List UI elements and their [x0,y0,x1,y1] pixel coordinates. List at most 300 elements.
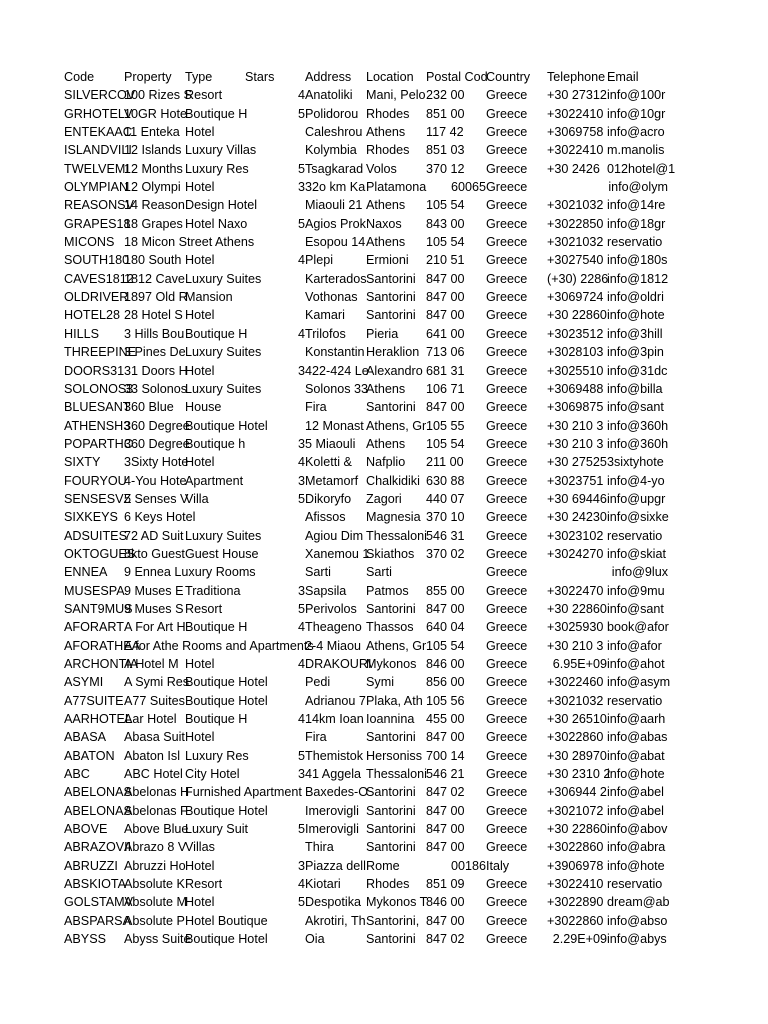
cell-telephone[interactable]: +3024270 [547,546,604,561]
cell-address[interactable]: 2-4 Miaou [305,638,362,653]
cell-code[interactable]: HOTEL28 [64,308,120,323]
cell-location[interactable]: Thessaloni [366,528,427,543]
cell-telephone[interactable]: +3027540 [547,253,604,268]
cell-country[interactable]: Greece [486,785,528,800]
cell-postal-code[interactable]: 370 10 [426,510,465,525]
cell-postal-code[interactable]: 210 51 [426,253,465,268]
cell-property[interactable]: Abelonas H [124,785,190,800]
cell-stars[interactable]: 4 [297,877,305,892]
cell-address[interactable]: Afissos [305,510,346,525]
cell-code[interactable]: ABSPARSA [64,913,131,928]
cell-telephone[interactable]: +30 22860 [547,822,607,837]
cell-code[interactable]: SOLONOS3 [64,381,134,396]
cell-code[interactable]: THREEPINE [64,345,137,360]
cell-postal-code[interactable]: 105 54 [426,436,465,451]
cell-telephone[interactable]: +3069758 [547,125,604,140]
cell-address[interactable]: Fira [305,730,327,745]
cell-type[interactable]: Boutique H [185,712,248,727]
cell-location[interactable]: Santorini [366,271,416,286]
cell-stars[interactable]: 4 [297,712,305,727]
cell-stars[interactable]: 3 [297,436,305,451]
cell-type[interactable]: Hotel [185,253,215,268]
cell-postal-code[interactable]: 370 12 [426,161,465,176]
cell-postal-code[interactable]: 847 00 [426,730,465,745]
cell-postal-code[interactable]: 851 09 [426,877,465,892]
cell-email[interactable]: info@31dc [607,363,668,378]
cell-property[interactable]: 180 South [124,253,182,268]
cell-type[interactable]: Resort [185,88,223,103]
cell-location[interactable]: Rhodes [366,143,410,158]
cell-postal-code[interactable]: 713 06 [426,345,465,360]
cell-code[interactable]: REASONSV [64,198,134,213]
cell-code[interactable]: OLDRIVER [64,290,129,305]
cell-property[interactable]: Abelonas F [124,803,188,818]
cell-type[interactable]: Villa [185,491,209,506]
cell-code[interactable]: BLUESANT [64,400,131,415]
cell-telephone[interactable]: +3025930 [547,620,604,635]
cell-postal-code[interactable]: 117 42 [426,125,464,140]
cell-email[interactable]: info@100r [607,88,666,103]
header-type[interactable]: Type [185,70,213,84]
cell-location[interactable]: Santorini [366,803,416,818]
cell-property[interactable]: 1812 Cave [124,271,185,286]
cell-email[interactable]: info@sant [607,601,664,616]
cell-property[interactable]: 9 Muses S [124,601,184,616]
cell-postal-code[interactable]: 847 00 [426,913,465,928]
cell-address[interactable]: Esopou 14 [305,235,366,250]
cell-country[interactable]: Italy [486,858,510,873]
cell-postal-code[interactable]: 00186 [450,858,486,873]
cell-postal-code[interactable]: 105 55 [426,418,465,433]
cell-property[interactable]: 10GR Hote [124,106,187,121]
cell-location[interactable]: Santorini [366,822,416,837]
cell-location[interactable]: Ermioni [366,253,409,268]
cell-address[interactable]: 32o km Ka [305,180,366,195]
cell-telephone[interactable]: +3023102 [547,528,604,543]
cell-telephone[interactable]: +3069488 [547,381,604,396]
cell-property[interactable]: Abrazo 8 V [124,840,187,855]
cell-postal-code[interactable]: 370 02 [426,546,465,561]
cell-property[interactable]: A Symi Res [124,675,190,690]
cell-address[interactable]: Trilofos [305,326,346,341]
cell-code[interactable]: SIXKEYS [64,510,118,525]
cell-email[interactable]: info@9mu [607,583,665,598]
cell-telephone[interactable]: +3025510 [547,363,604,378]
cell-code[interactable]: ENTEKAAC [64,125,132,140]
cell-postal-code[interactable]: 847 00 [426,840,465,855]
cell-address[interactable]: Imerovigli [305,803,359,818]
cell-country[interactable]: Greece [486,822,528,837]
cell-postal-code[interactable]: 440 07 [426,491,465,506]
cell-telephone[interactable]: +30 22860 [547,308,607,323]
cell-email[interactable]: info@oldri [607,290,664,305]
cell-email[interactable]: info@sixke [607,510,669,525]
cell-address[interactable]: DRAKOURI [305,657,372,671]
cell-address[interactable]: Sarti [305,565,331,580]
cell-country[interactable]: Greece [486,895,528,910]
cell-email[interactable]: reservatio [607,235,663,250]
cell-property[interactable]: 14 Reason [124,198,185,213]
cell-type[interactable]: Boutique Hotel [185,418,268,433]
cell-property[interactable]: 360 Degree [124,418,190,433]
cell-email[interactable]: info@acro [607,125,665,140]
cell-country[interactable]: Greece [486,877,528,892]
cell-location[interactable]: Santorini [366,932,416,947]
cell-type[interactable]: Guest House [185,546,259,561]
cell-code[interactable]: ABRUZZI [64,858,118,873]
cell-country[interactable]: Greece [486,528,528,543]
cell-stars[interactable]: 5 [297,601,305,616]
cell-location[interactable]: Athens, Gr [366,638,427,653]
cell-telephone[interactable]: +3021032 [547,198,604,213]
cell-location[interactable]: Platamona [366,180,427,195]
cell-address[interactable]: Solonos 33 [305,381,369,396]
cell-property[interactable]: 18 Micon Street Athens [124,235,255,250]
cell-country[interactable]: Greece [486,125,528,140]
cell-address[interactable]: Adrianou 7 [305,693,366,708]
cell-telephone[interactable]: +3022410 [547,106,604,121]
cell-location[interactable]: Rhodes [366,877,410,892]
cell-address[interactable]: Agiou Dim [305,528,364,543]
cell-address[interactable]: Themistok [305,748,364,763]
cell-country[interactable]: Greece [486,657,528,671]
cell-postal-code[interactable]: 847 00 [426,400,465,415]
cell-location[interactable]: Santorini [366,785,416,800]
cell-type[interactable]: Boutique H [185,620,248,635]
cell-telephone[interactable]: (+30) 2286 [547,271,609,286]
cell-telephone[interactable]: +30 22860 [547,601,607,616]
cell-postal-code[interactable]: 847 00 [426,308,465,323]
cell-location[interactable]: Athens [366,436,406,451]
cell-postal-code[interactable]: 847 00 [426,803,465,818]
cell-location[interactable]: Skiathos [366,546,415,561]
cell-property[interactable]: 6 Keys Hotel [124,510,196,525]
cell-address[interactable]: Polidorou [305,106,359,121]
cell-type[interactable]: Hotel [185,363,215,378]
cell-property[interactable]: 11 Enteka [124,125,180,140]
cell-country[interactable]: Greece [486,638,528,653]
cell-address[interactable]: Imerovigli [305,822,359,837]
cell-email[interactable]: info@sant [607,400,664,415]
cell-postal-code[interactable]: 546 21 [426,767,465,782]
cell-type[interactable]: Mansion [185,290,233,305]
cell-location[interactable]: Rhodes [366,106,410,121]
cell-code[interactable]: GRHOTELV [64,106,133,121]
cell-email[interactable]: info@hote [607,767,665,782]
cell-email[interactable]: info@abel [607,785,664,800]
cell-type[interactable]: Boutique Hotel [185,932,268,947]
cell-email[interactable]: info@upgr [607,491,666,506]
cell-type[interactable]: Boutique h [185,436,246,451]
cell-location[interactable]: Plaka, Ath [366,693,423,708]
cell-postal-code[interactable]: 843 00 [426,216,465,231]
cell-location[interactable]: Santorini, [366,913,420,928]
cell-code[interactable]: ADSUITES [64,528,127,543]
cell-type[interactable]: Apartment [185,473,244,488]
cell-code[interactable]: GRAPES18 [64,216,131,231]
header-code[interactable]: Code [64,70,95,84]
cell-telephone[interactable]: +30 2426 [547,161,600,176]
cell-postal-code[interactable]: 700 14 [426,748,465,763]
cell-type[interactable]: Hotel [185,308,215,323]
cell-type[interactable]: Hotel [185,895,215,910]
cell-code[interactable]: OKTOGUES [64,546,136,561]
cell-type[interactable]: City Hotel [185,767,240,782]
cell-email[interactable]: info@360h [607,436,669,451]
cell-type[interactable]: Furnished Apartment [185,785,302,800]
cell-address[interactable]: Kolymbia [305,143,357,158]
cell-email[interactable]: info@abov [607,822,668,837]
cell-address[interactable]: Despotika [305,895,362,910]
cell-address[interactable]: Thira [305,840,334,855]
cell-type[interactable]: Hotel [185,730,215,745]
cell-property[interactable]: Aar Hotel [124,712,177,727]
cell-location[interactable]: Santorini [366,601,416,616]
cell-postal-code[interactable]: 847 00 [426,601,465,616]
cell-telephone[interactable]: +3022860 [547,913,604,928]
cell-location[interactable]: Zagori [366,491,402,506]
cell-address[interactable]: Dikoryfo [305,491,352,506]
cell-type[interactable]: Traditiona [185,583,241,598]
cell-code[interactable]: OLYMPIAN [64,180,129,195]
cell-postal-code[interactable]: 211 00 [426,455,464,470]
cell-type[interactable]: Hotel [185,858,215,873]
cell-email[interactable]: m.manolis [607,143,665,158]
cell-email[interactable]: info@hote [607,308,665,323]
cell-telephone[interactable]: +3906978 [547,858,604,873]
cell-country[interactable]: Greece [486,932,528,947]
cell-country[interactable]: Greece [486,290,528,305]
cell-property[interactable]: Above Blue [124,822,189,837]
cell-property[interactable]: 1897 Old R [124,290,188,305]
cell-telephone[interactable]: +30 24230 [547,510,607,525]
cell-location[interactable]: Nafplio [366,455,406,470]
cell-postal-code[interactable]: 855 00 [426,583,465,598]
cell-property[interactable]: Abasa Suit [124,730,185,745]
cell-postal-code[interactable]: 846 00 [426,657,465,671]
cell-address[interactable]: Xanemou 1 [305,546,370,561]
cell-email[interactable]: info@9lux [611,565,668,580]
cell-country[interactable]: Greece [486,161,528,176]
cell-postal-code[interactable]: 856 00 [426,675,465,690]
cell-code[interactable]: GOLSTAMV [64,895,134,910]
cell-country[interactable]: Greece [486,143,528,158]
cell-postal-code[interactable]: 106 71 [426,381,465,396]
cell-telephone[interactable]: +3022860 [547,730,604,745]
cell-code[interactable]: HILLS [64,326,100,341]
cell-code[interactable]: MICONS [64,235,115,250]
cell-postal-code[interactable]: 846 00 [426,895,465,910]
cell-email[interactable]: info@hote [607,858,665,873]
cell-code[interactable]: ISLANDVILI [64,143,132,158]
cell-country[interactable]: Greece [486,180,528,195]
cell-country[interactable]: Greece [486,235,528,250]
cell-property[interactable]: ABC Hotel [124,767,183,782]
cell-stars[interactable]: 4 [297,657,305,671]
cell-location[interactable]: Athens [366,125,406,140]
cell-telephone[interactable]: +30 27525 [547,455,607,470]
cell-telephone[interactable]: +3022410 [547,143,604,158]
cell-type[interactable]: Resort [185,877,223,892]
cell-telephone[interactable]: +3028103 [547,345,604,360]
cell-stars[interactable]: 5 [297,748,305,763]
cell-postal-code[interactable]: 681 31 [426,363,465,378]
cell-country[interactable]: Greece [486,840,528,855]
cell-location[interactable]: Santorini [366,308,416,323]
cell-type[interactable]: Luxury Res [185,748,249,763]
cell-stars[interactable]: 4 [297,620,305,635]
cell-location[interactable]: Patmos [366,583,409,598]
header-telephone[interactable]: Telephone [547,70,606,84]
cell-type[interactable]: Hotel [185,455,215,470]
cell-code[interactable]: AFORART [64,620,124,635]
cell-postal-code[interactable]: 546 31 [426,528,465,543]
cell-address[interactable]: Caleshrou [305,125,363,140]
cell-email[interactable]: info@180s [607,253,668,268]
cell-type[interactable]: Luxury Suites [185,345,262,360]
cell-email[interactable]: info@10gr [607,106,666,121]
cell-telephone[interactable]: +3023512 [547,326,604,341]
cell-location[interactable]: Naxos [366,216,402,231]
cell-type[interactable]: Luxury Villas [185,143,257,158]
cell-postal-code[interactable]: 105 54 [426,638,465,653]
cell-telephone[interactable]: +30 2310 2 [547,767,611,782]
cell-country[interactable]: Greece [486,198,528,213]
cell-email[interactable]: info@14re [607,198,666,213]
cell-code[interactable]: ABELONAS [64,785,132,800]
cell-postal-code[interactable]: 105 54 [426,198,465,213]
cell-email[interactable]: reservatio [607,693,663,708]
cell-property[interactable]: A Hotel M [124,657,179,671]
cell-country[interactable]: Greece [486,436,528,451]
cell-postal-code[interactable]: 232 00 [426,88,465,103]
header-location[interactable]: Location [366,70,414,84]
cell-stars[interactable]: 5 [297,216,305,231]
cell-telephone[interactable]: +3022470 [547,583,604,598]
cell-location[interactable]: Alexandro [366,363,423,378]
cell-address[interactable]: Metamorf [305,473,359,488]
cell-telephone[interactable]: +3069875 [547,400,604,415]
cell-property[interactable]: Abyss Suite [124,932,191,947]
cell-type[interactable]: Boutique H [185,106,248,121]
cell-telephone[interactable]: +30 210 3 [547,436,604,451]
cell-telephone[interactable]: +30 28970 [547,748,607,763]
cell-code[interactable]: AARHOTEL [64,712,132,727]
cell-email[interactable]: reservatio [607,528,663,543]
cell-address[interactable]: 14km Ioan [305,712,364,727]
cell-postal-code[interactable]: 105 56 [426,693,465,708]
cell-location[interactable]: Athens [366,381,406,396]
cell-email[interactable]: 012hotel@1 [607,161,676,176]
cell-postal-code[interactable]: 641 00 [426,326,465,341]
cell-stars[interactable]: 5 [297,895,305,910]
cell-address[interactable]: Piazza dell [305,858,366,873]
cell-telephone[interactable]: 2.29E+09 [552,932,607,947]
cell-type[interactable]: Hotel [185,180,215,195]
cell-code[interactable]: TWELVEMI [64,161,129,176]
cell-property[interactable]: 4-You Hote [124,473,187,488]
cell-property[interactable]: 28 Hotel S [124,308,183,323]
cell-property[interactable]: 9 Ennea Luxury Rooms [124,565,256,580]
cell-code[interactable]: SILVERCOV [64,88,136,103]
cell-telephone[interactable]: +3069724 [547,290,604,305]
cell-email[interactable]: info@360h [607,418,669,433]
cell-stars[interactable]: 5 [297,161,305,176]
cell-email[interactable]: info@abas [607,730,668,745]
cell-address[interactable]: Miaouli 21 [305,198,363,213]
cell-country[interactable]: Greece [486,712,528,727]
cell-location[interactable]: Santorini [366,290,416,305]
cell-location[interactable]: Rome [366,858,400,873]
cell-stars[interactable]: 4 [297,253,305,268]
cell-address[interactable]: Vothonas [305,290,358,305]
cell-type[interactable]: Luxury Suites [185,528,262,543]
cell-country[interactable]: Greece [486,693,528,708]
cell-email[interactable]: info@abel [607,803,664,818]
cell-country[interactable]: Greece [486,565,528,580]
cell-property[interactable]: 8kto Guest [124,546,185,561]
cell-property[interactable]: Absolute P [124,913,185,928]
cell-country[interactable]: Greece [486,675,528,690]
cell-email[interactable]: info@3hill [607,326,663,341]
cell-stars[interactable]: 3 [297,180,305,195]
cell-address[interactable]: Karterados [305,271,367,286]
cell-property[interactable]: 12 Islands [124,143,182,158]
cell-email[interactable]: reservatio [607,877,663,892]
cell-address[interactable]: Fira [305,400,327,415]
cell-email[interactable]: info@abra [607,840,666,855]
cell-code[interactable]: DOORS31 [64,363,125,378]
cell-code[interactable]: ABASA [64,730,106,745]
cell-country[interactable]: Greece [486,363,528,378]
cell-type[interactable]: Boutique Hotel [185,675,268,690]
cell-country[interactable]: Greece [486,491,528,506]
cell-country[interactable]: Greece [486,455,528,470]
cell-email[interactable]: info@4-yo [607,473,665,488]
cell-country[interactable]: Greece [486,216,528,231]
cell-code[interactable]: POPARTHC [64,436,133,451]
cell-telephone[interactable]: +30 69446 [547,491,607,506]
cell-property[interactable]: Abaton Isl [124,748,181,763]
cell-property[interactable]: 3 Pines De [124,345,186,360]
cell-code[interactable]: AFORATHEA [64,638,141,653]
cell-location[interactable]: Heraklion [366,345,420,360]
cell-telephone[interactable]: +3022860 [547,840,604,855]
cell-address[interactable]: Konstantin [305,345,365,360]
cell-address[interactable]: Pedi [305,675,331,690]
header-stars[interactable]: Stars [245,70,275,84]
cell-country[interactable]: Greece [486,308,528,323]
cell-location[interactable]: Mani, Pelo [366,88,426,103]
cell-country[interactable]: Greece [486,326,528,341]
cell-stars[interactable]: 5 [297,106,305,121]
cell-code[interactable]: ABELONAS [64,803,132,818]
cell-country[interactable]: Greece [486,271,528,286]
cell-address[interactable]: Perivolos [305,601,357,616]
cell-location[interactable]: Santorini [366,730,416,745]
cell-address[interactable]: 41 Aggela [305,767,362,782]
cell-address[interactable]: Baxedes-O [305,785,368,800]
cell-property[interactable]: 72 AD Suit [124,528,184,543]
cell-postal-code[interactable]: 847 02 [426,932,465,947]
cell-postal-code[interactable]: 455 00 [426,712,465,727]
cell-country[interactable]: Greece [486,583,528,598]
cell-country[interactable]: Greece [486,913,528,928]
cell-telephone[interactable]: +3021072 [547,803,604,818]
cell-code[interactable]: ABOVE [64,822,108,837]
cell-type[interactable]: Hotel Naxo [185,216,248,231]
cell-country[interactable]: Greece [486,620,528,635]
